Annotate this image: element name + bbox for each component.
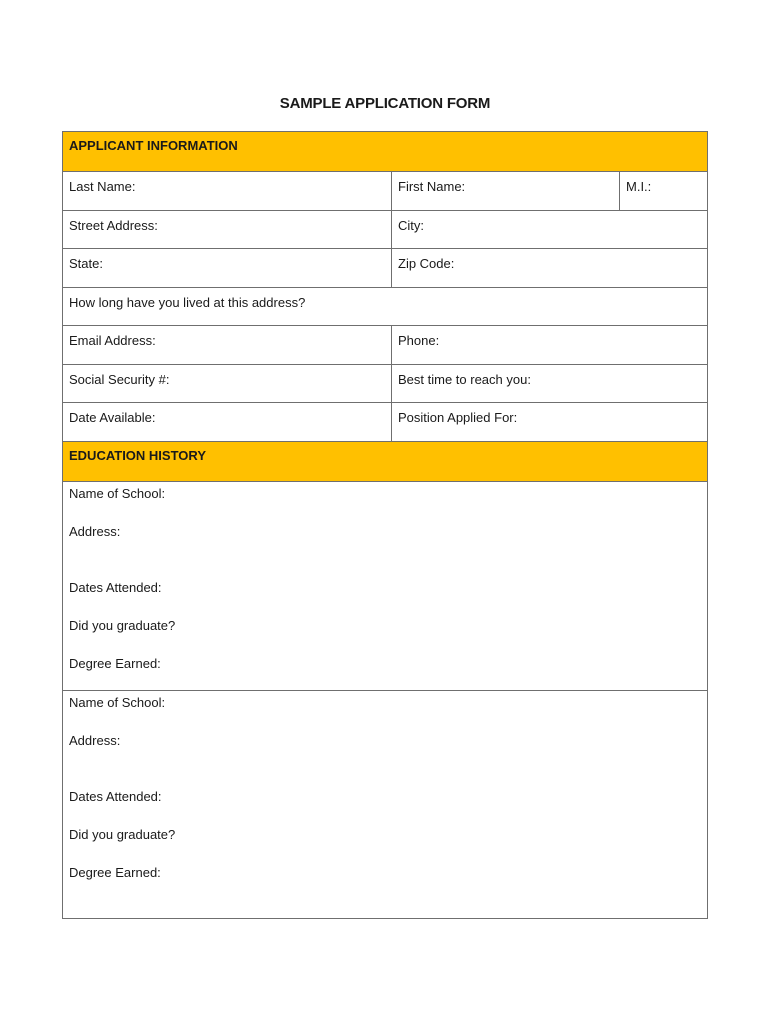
phone-field[interactable]: Phone: [391,326,707,364]
education-header-row [63,442,707,482]
application-form [62,131,708,919]
email-field[interactable]: Email Address: [69,333,156,348]
applicant-header-row [63,132,707,172]
school-address-label: Address: [69,733,121,748]
name-row [63,172,707,211]
ssn-field[interactable]: Social Security #: [69,372,170,387]
availability-row [63,403,707,442]
school-address-label: Address: [69,524,121,539]
address-row [63,211,707,249]
school-entry[interactable] [63,482,707,690]
dates-attended-label: Dates Attended: [69,580,162,595]
street-address-field[interactable]: Street Address: [69,218,158,233]
position-applied-field[interactable]: Position Applied For: [391,403,707,441]
graduated-label: Did you graduate? [69,618,176,633]
school-name-label: Name of School: [69,695,166,710]
page-title: SAMPLE APPLICATION FORM [279,95,491,112]
residence-duration-field[interactable]: How long have you lived at this address? [69,295,306,310]
school-entry[interactable] [63,691,707,918]
dates-attended-label: Dates Attended: [69,789,162,804]
school-block-2 [63,691,707,918]
graduated-label: Did you graduate? [69,827,176,842]
ssn-row [63,365,707,403]
best-time-field[interactable]: Best time to reach you: [391,365,707,402]
school-block-1 [63,482,707,691]
school-name-label: Name of School: [69,486,166,501]
education-section-header: EDUCATION HISTORY [63,442,707,481]
state-row [63,249,707,288]
last-name-field[interactable]: Last Name: [69,179,136,194]
degree-earned-label: Degree Earned: [69,656,161,671]
applicant-section-header: APPLICANT INFORMATION [63,132,707,171]
degree-earned-label: Degree Earned: [69,865,161,880]
residence-duration-row [63,288,707,326]
state-field[interactable]: State: [69,256,103,271]
zip-code-field[interactable]: Zip Code: [391,249,707,287]
city-field[interactable]: City: [391,211,707,248]
contact-row [63,326,707,365]
date-available-field[interactable]: Date Available: [69,410,156,425]
middle-initial-field[interactable]: M.I.: [619,172,707,210]
first-name-field[interactable]: First Name: [391,172,619,210]
